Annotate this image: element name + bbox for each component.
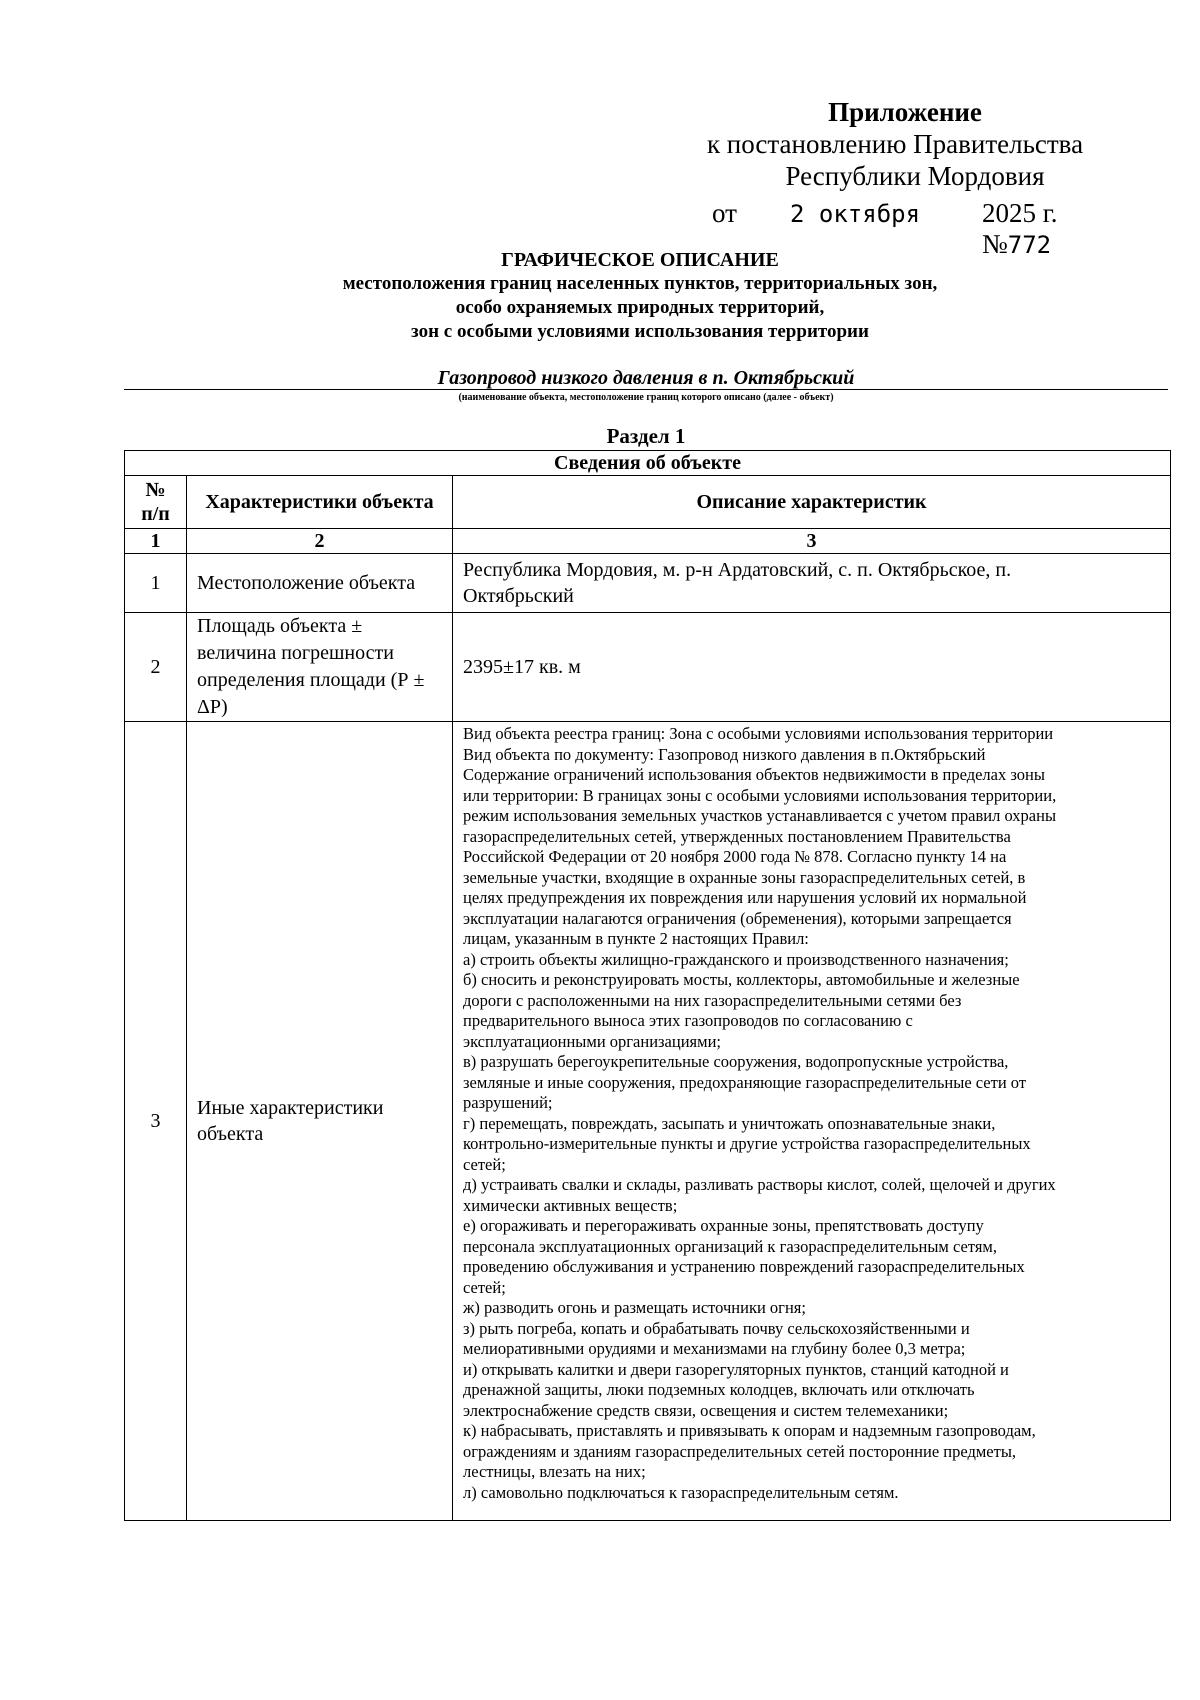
appendix-title: Приложение <box>828 97 982 127</box>
description-line: л) самовольно подключаться к газораспределительным сетям. <box>463 1482 899 1502</box>
document-title: ГРАФИЧЕСКОЕ ОПИСАНИЕ <box>501 249 779 271</box>
description-line: персонала эксплуатационных организаций к газораспределительным сетям, <box>463 1236 997 1256</box>
description-line: дороги с расположенными на них газораспределительными сетями без <box>463 990 962 1010</box>
row-characteristic: Местоположение объекта <box>187 554 453 613</box>
column-number-1: 1 <box>125 529 187 554</box>
description-line: Республика Мордовия, м. р-н Ардатовский, с. п. Октябрьское, п. <box>463 559 1012 581</box>
description-line: или территории: В границах зоны с особыми условиями использования территории, <box>463 785 1057 805</box>
date-prefix: от <box>712 198 737 228</box>
row-characteristic <box>187 613 453 722</box>
description-line: земляные и иные сооружения, предохраняющие газораспределительные сети от <box>463 1072 1027 1092</box>
object-name-underline <box>124 389 1168 390</box>
header-characteristic: Характеристики объекта <box>187 476 453 529</box>
row-number: 3 <box>125 722 187 1521</box>
characteristic-line: величина погрешности <box>197 642 394 664</box>
description-line: ограждениям и зданиям газораспределительных сетей посторонние предметы, <box>463 1441 1017 1461</box>
description-line: эксплуатации налагаются ограничения (обременения), которыми запрещается <box>463 908 1012 928</box>
description-line: а) строить объекты жилищно-гражданского и производственного назначения; <box>463 949 1009 969</box>
description-line: д) устраивать свалки и склады, разливать растворы кислот, солей, щелочей и других <box>463 1175 1056 1194</box>
object-name: Газопровод низкого давления в п. Октябрьский <box>437 367 855 389</box>
object-caption: (наименование объекта, местоположение границ которого описано (далее - объект) <box>458 392 834 403</box>
appendix-line-1: к постановлению Правительства <box>706 129 1084 159</box>
description-line: г) перемещать, повреждать, засыпать и уничтожать опознавательные знаки, <box>463 1113 996 1133</box>
description-line: целях предупреждения их повреждения или нарушения условий их нормальной <box>463 888 1027 907</box>
document-subtitle-line-3: зон с особыми условиями использования территории <box>411 321 869 342</box>
document-heading <box>240 248 1040 344</box>
description-line: з) рыть погреба, копать и обрабатывать почву сельскохозяйственными и <box>463 1318 970 1338</box>
table-caption: Сведения об объекте <box>125 451 1171 476</box>
object-info-table <box>124 450 1171 1521</box>
description-line: лестницы, влезать на них; <box>463 1462 646 1481</box>
description-line: Российской Федерации от 20 ноября 2000 года № 878. Согласно пункту 14 на <box>463 847 1007 866</box>
characteristic-line: Иные характеристики <box>197 1097 384 1119</box>
description-line: Вид объекта реестра границ: Зона с особыми условиями использования территории <box>463 724 1054 743</box>
description-line: Вид объекта по документу: Газопровод низкого давления в п.Октябрьский <box>463 744 986 764</box>
table-row <box>125 554 1171 613</box>
description-line: режим использования земельных участков устанавливается с учетом правил охраны <box>463 806 1057 825</box>
year-label: 2025 г. № <box>982 198 1058 259</box>
description-line: земельные участки, входящие в охранные зоны газораспределительных сетей, в <box>463 867 1026 887</box>
description-line: эксплуатационными организациями; <box>463 1031 721 1051</box>
description-line: Содержание ограничений использования объектов недвижимости в пределах зоны <box>463 765 1045 784</box>
table-caption-row <box>125 451 1171 476</box>
table-header-row <box>125 476 1171 529</box>
description-line: дренажной защиты, люки подземных колодцев, включать или отключать <box>463 1380 975 1399</box>
appendix-date-line <box>660 196 1130 259</box>
characteristic-line: ΔР) <box>197 696 228 718</box>
appendix-block <box>660 96 1130 259</box>
document-subtitle-line-1: местоположения границ населенных пунктов, территориальных зон, <box>342 273 938 294</box>
description-line: и) открывать калитки и двери газорегуляторных пунктов, станций катодной и <box>463 1359 1009 1379</box>
row-description <box>453 554 1171 613</box>
description-line: контрольно-измерительные пункты и другие устройства газораспределительных <box>463 1134 1031 1153</box>
characteristic-line: Площадь объекта ± <box>197 615 363 637</box>
description-line: е) огораживать и перегораживать охранные зоны, препятствовать доступу <box>463 1216 984 1235</box>
description-line: сетей; <box>463 1277 506 1297</box>
row-number: 1 <box>125 554 187 613</box>
characteristic-line: объекта <box>197 1123 264 1145</box>
table-row <box>125 722 1171 1521</box>
description-line: лицам, указанным в пункте 2 настоящих Правил: <box>463 929 809 948</box>
date-value: 2 октября <box>790 200 921 228</box>
appendix-line-2: Республики Мордовия <box>785 161 1045 191</box>
row-description <box>453 722 1171 1521</box>
description-line: мелиоративными орудиями и механизмами на глубину более 0,3 метра; <box>463 1339 966 1358</box>
description-line: к) набрасывать, приставлять и привязывать к опорам и надземным газопроводам, <box>463 1421 1036 1440</box>
row-description: 2395±17 кв. м <box>453 613 1171 722</box>
row-characteristic <box>187 722 453 1521</box>
header-number <box>125 476 187 529</box>
header-number-text: № п/п <box>141 479 170 525</box>
column-number-2: 2 <box>187 529 453 554</box>
table-row <box>125 613 1171 722</box>
description-line: ж) разводить огонь и размещать источники огня; <box>463 1298 806 1317</box>
description-line: электроснабжение средств связи, освещения и систем телемеханики; <box>463 1400 949 1420</box>
document-subtitle-line-2: особо охраняемых природных территорий, <box>455 297 825 318</box>
description-line: разрушений; <box>463 1093 553 1112</box>
column-number-3: 3 <box>453 529 1171 554</box>
description-line: предварительного выноса этих газопроводов по согласованию с <box>463 1011 913 1030</box>
description-line: газораспределительных сетей, утвержденных постановлением Правительства <box>463 826 1011 846</box>
characteristic-line: определения площади (Р ± <box>197 669 425 691</box>
column-number-row <box>125 529 1171 554</box>
decree-number: 772 <box>1007 231 1052 259</box>
section-label: Раздел 1 <box>606 424 686 448</box>
description-line: сетей; <box>463 1154 506 1174</box>
description-line: Октябрьский <box>463 585 574 607</box>
row-number: 2 <box>125 613 187 722</box>
description-line: проведению обслуживания и устранению повреждений газораспределительных <box>463 1257 1025 1276</box>
description-line: б) сносить и реконструировать мосты, коллекторы, автомобильные и железные <box>463 970 1020 989</box>
header-description: Описание характеристик <box>453 476 1171 529</box>
description-line: в) разрушать берегоукрепительные сооружения, водопропускные устройства, <box>463 1052 1009 1071</box>
description-line: химически активных веществ; <box>463 1195 678 1215</box>
